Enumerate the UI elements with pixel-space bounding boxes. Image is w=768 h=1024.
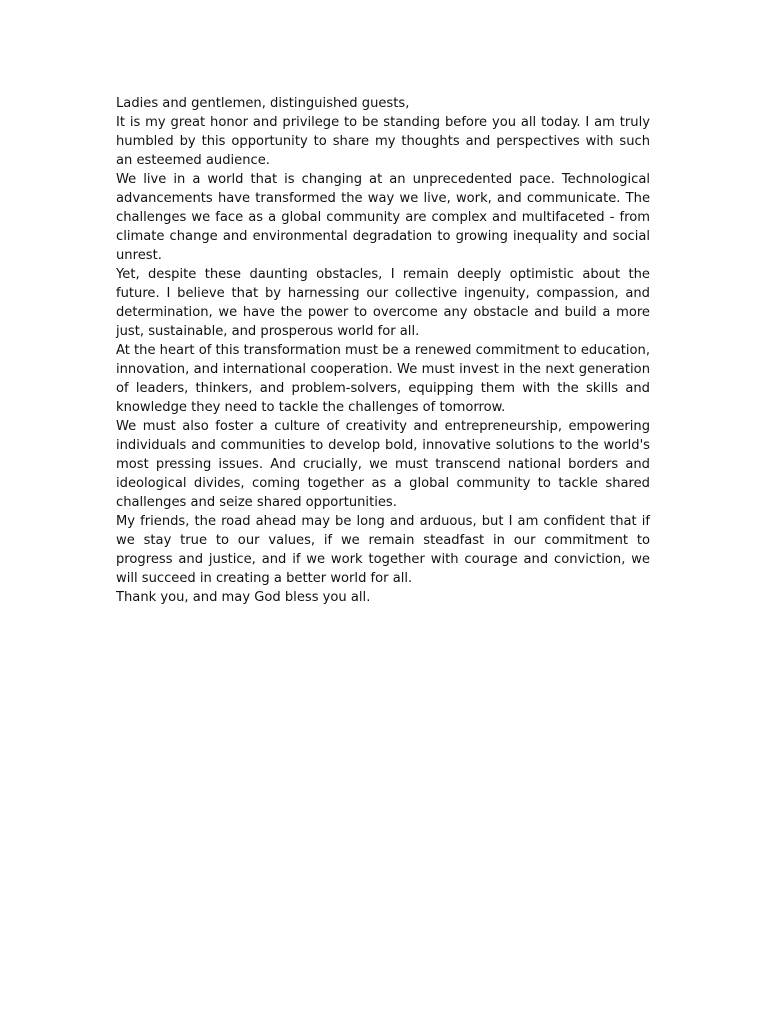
opening-paragraph: It is my great honor and privilege to be standing before you all today. I am truly humbled by this opportunity to share my thoughts and perspectives with such an esteemed audience. [116, 115, 650, 168]
education-paragraph: At the heart of this transformation must be a renewed commitment to education, innovation, and international cooperation. We must invest in the next generation of leaders, thinkers, and problem-solvers, equipping them with the skills and knowledge they need to tackle the challenges of tomorrow. [116, 343, 650, 415]
salutation-paragraph: Ladies and gentlemen, distinguished guests, [116, 96, 410, 111]
thanks-paragraph: Thank you, and may God bless you all. [116, 590, 371, 605]
optimism-paragraph: Yet, despite these daunting obstacles, I remain deeply optimistic about the future. I believe that by harnessing our collective ingenuity, compassion, and determination, we have the power to overcome any obstacle and build a more just, sustainable, and prosperous world for all. [116, 267, 650, 339]
closing-paragraph: My friends, the road ahead may be long and arduous, but I am confident that if we stay true to our values, if we remain steadfast in our commitment to progress and justice, and if we work together with courage and conviction, we will succeed in creating a better world for all. [116, 514, 650, 586]
creativity-paragraph: We must also foster a culture of creativity and entrepreneurship, empowering individuals and communities to develop bold, innovative solutions to the world's most pressing issues. And crucially, we must transcend national borders and ideological divides, coming together as a global community to tackle shared challenges and seize shared opportunities. [116, 419, 650, 510]
speech-text [116, 94, 650, 607]
challenges-paragraph: We live in a world that is changing at an unprecedented pace. Technological advancements have transformed the way we live, work, and communicate. The challenges we face as a global community are complex and multifaceted - from climate change and environmental degradation to growing inequality and social unrest. [116, 172, 650, 263]
